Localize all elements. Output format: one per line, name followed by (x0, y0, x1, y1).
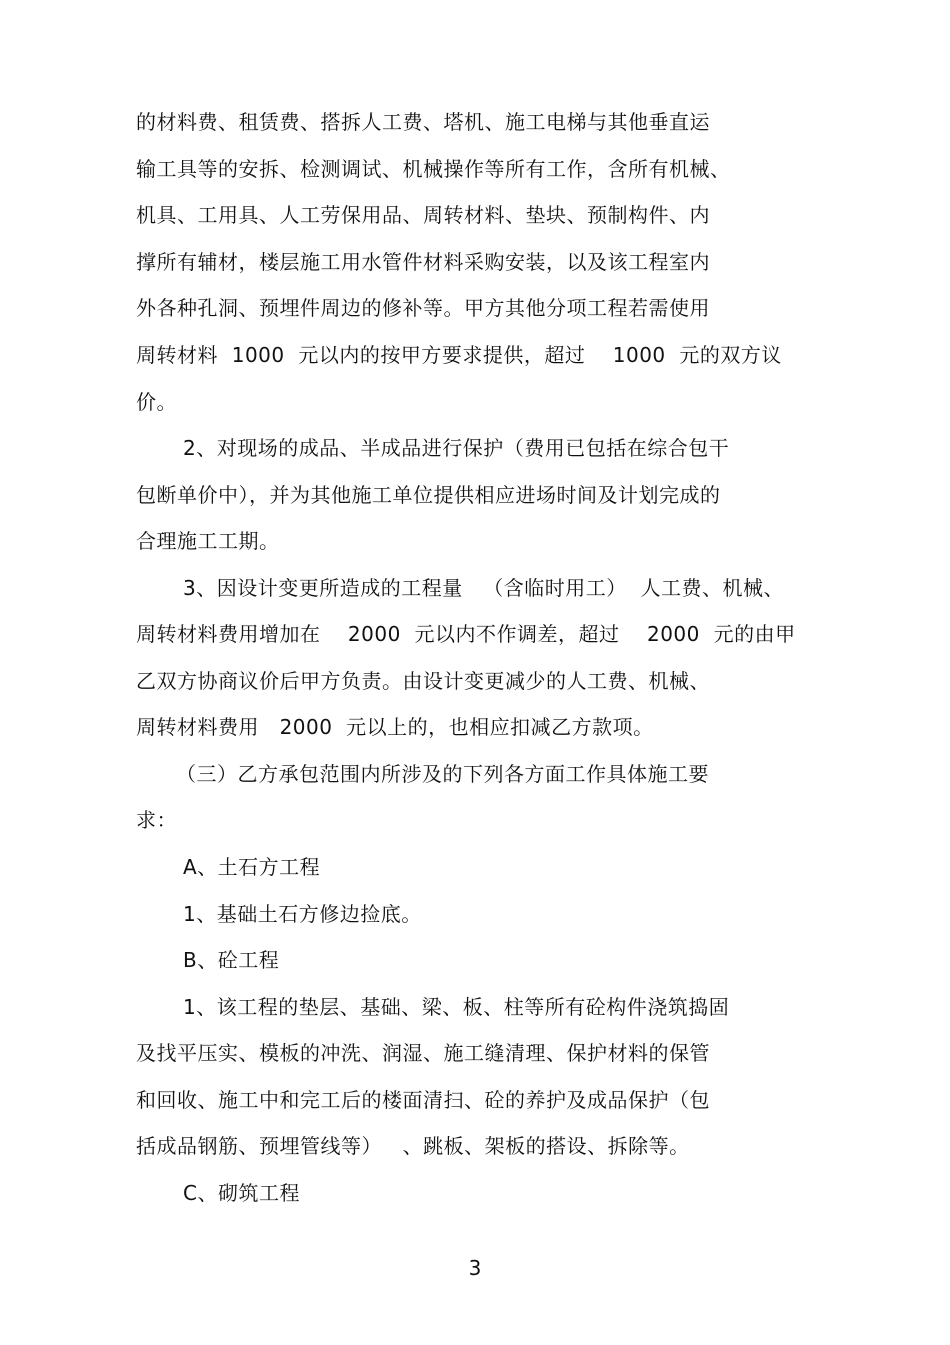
text-line: 撑所有辅材，楼层施工用水管件材料采购安装，以及该工程室内 (136, 250, 710, 274)
list-item: 1、基础土石方修边捡底。 (183, 902, 422, 926)
subsection-heading: B、砼工程 (183, 948, 280, 972)
text-line: 周转材料费用 2000 元以上的，也相应扣减乙方款项。 (136, 715, 654, 739)
page-number: 3 (468, 1256, 482, 1280)
section-heading: （三）乙方承包范围内所涉及的下列各方面工作具体施工要 (176, 762, 709, 786)
text-line: 乙双方协商议价后甲方负责。由设计变更减少的人工费、机械、 (136, 669, 710, 693)
text-line: 外各种孔洞、预埋件周边的修补等。甲方其他分项工程若需使用 (136, 296, 710, 320)
text-line: 合理施工工期。 (136, 529, 280, 553)
text-line: 机具、工用具、人工劳保用品、周转材料、垫块、预制构件、内 (136, 203, 710, 227)
text-line: 包断单价中），并为其他施工单位提供相应进场时间及计划完成的 (136, 483, 721, 507)
text-line: 周转材料 1000 元以内的按甲方要求提供，超过 1000 元的双方议 (136, 343, 782, 367)
text-line: 和回收、施工中和完工后的楼面清扫、砼的养护及成品保护（包 (136, 1088, 710, 1112)
paragraph-first-line: 1、该工程的垫层、基础、梁、板、柱等所有砼构件浇筑捣固 (183, 995, 730, 1019)
text-line: 输工具等的安拆、检测调试、机械操作等所有工作，含所有机械、 (136, 157, 731, 181)
paragraph-first-line: 2、对现场的成品、半成品进行保护（费用已包括在综合包干 (183, 436, 730, 460)
subsection-heading: A、土石方工程 (183, 855, 321, 879)
text-line: 价。 (136, 390, 177, 414)
text-line: 及找平压实、模板的冲洗、润湿、施工缝清理、保护材料的保管 (136, 1041, 710, 1065)
text-line: 的材料费、租赁费、搭拆人工费、塔机、施工电梯与其他垂直运 (136, 110, 710, 134)
text-line: 周转材料费用增加在 2000 元以内不作调差，超过 2000 元的由甲 (136, 622, 796, 646)
text-line: 求： (136, 808, 177, 832)
text-line: 括成品钢筋、预埋管线等） 、跳板、架板的搭设、拆除等。 (136, 1134, 690, 1158)
paragraph-first-line: 3、因设计变更所造成的工程量 （含临时用工） 人工费、机械、 (183, 576, 785, 600)
subsection-heading: C、砌筑工程 (183, 1181, 300, 1205)
